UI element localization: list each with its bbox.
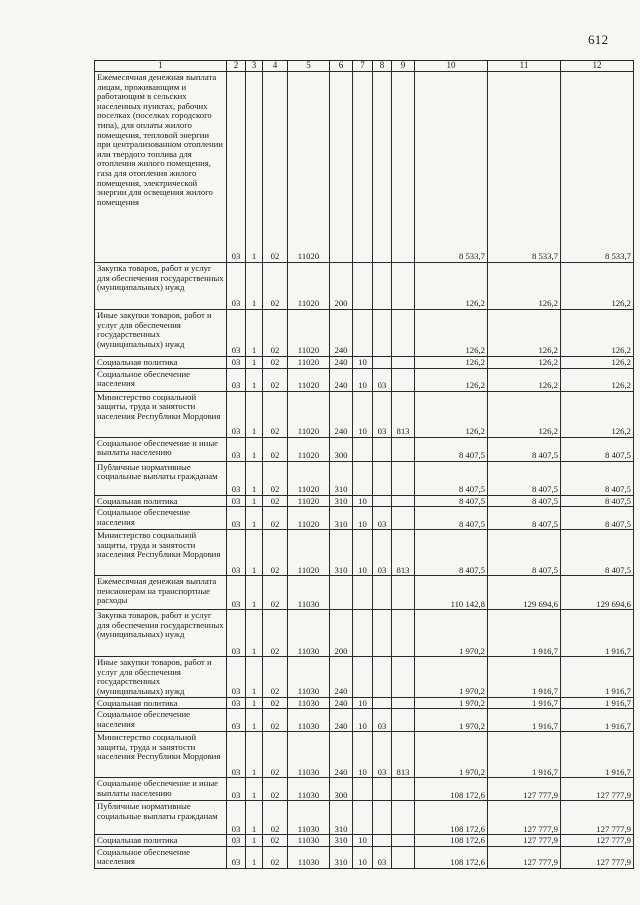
cell-code: 03 (227, 709, 246, 732)
cell-amount: 126,2 (415, 263, 488, 310)
cell-code: 300 (330, 437, 353, 461)
cell-amount: 1 970,2 (415, 610, 488, 657)
cell-code: 02 (263, 391, 288, 437)
cell-code: 1 (246, 576, 263, 610)
cell-code: 11030 (288, 576, 330, 610)
row-description: Министерство социальной защиты, труда и занятости населения Республики Мордовия (95, 732, 227, 778)
cell-code: 310 (330, 530, 353, 576)
cell-code: 11020 (288, 391, 330, 437)
cell-code: 11020 (288, 495, 330, 507)
cell-code: 1 (246, 495, 263, 507)
cell-code: 11020 (288, 461, 330, 495)
cell-code (330, 72, 353, 263)
cell-code: 1 (246, 657, 263, 697)
cell-code: 02 (263, 576, 288, 610)
column-header: 7 (353, 61, 373, 72)
cell-code: 03 (373, 530, 392, 576)
column-header: 6 (330, 61, 353, 72)
cell-code: 240 (330, 709, 353, 732)
cell-amount: 8 407,5 (488, 461, 561, 495)
cell-code: 02 (263, 263, 288, 310)
cell-code: 03 (227, 437, 246, 461)
cell-amount: 8 407,5 (561, 507, 634, 530)
cell-code (330, 576, 353, 610)
cell-amount: 1 916,7 (561, 657, 634, 697)
cell-code: 310 (330, 495, 353, 507)
cell-code: 03 (227, 732, 246, 778)
row-description: Социальное обеспечение населения (95, 709, 227, 732)
cell-amount: 126,2 (561, 263, 634, 310)
cell-code: 02 (263, 368, 288, 391)
cell-code: 240 (330, 368, 353, 391)
row-description: Министерство социальной защиты, труда и занятости населения Республики Мордовия (95, 391, 227, 437)
cell-amount: 1 916,7 (561, 697, 634, 709)
cell-code (353, 437, 373, 461)
cell-code (392, 368, 415, 391)
cell-code: 1 (246, 732, 263, 778)
cell-code (373, 263, 392, 310)
cell-code: 11020 (288, 368, 330, 391)
cell-code: 02 (263, 72, 288, 263)
row-description: Иные закупки товаров, работ и услуг для обеспечения государственных (муниципальных) нужд (95, 310, 227, 357)
cell-code: 03 (227, 530, 246, 576)
cell-code: 11030 (288, 709, 330, 732)
cell-amount: 127 777,9 (561, 778, 634, 801)
cell-code: 02 (263, 530, 288, 576)
cell-amount: 1 916,7 (561, 732, 634, 778)
cell-code (353, 657, 373, 697)
cell-code (353, 72, 373, 263)
cell-code: 11020 (288, 310, 330, 357)
cell-code: 03 (373, 507, 392, 530)
cell-code: 03 (227, 507, 246, 530)
cell-amount: 129 694,6 (488, 576, 561, 610)
cell-amount: 126,2 (488, 263, 561, 310)
cell-amount: 1 970,2 (415, 732, 488, 778)
cell-code: 11030 (288, 801, 330, 835)
cell-code: 10 (353, 391, 373, 437)
cell-code: 11020 (288, 507, 330, 530)
cell-amount: 108 172,6 (415, 846, 488, 868)
cell-code (392, 507, 415, 530)
column-header: 8 (373, 61, 392, 72)
cell-code (373, 310, 392, 357)
table-row (95, 835, 634, 847)
cell-code: 03 (227, 778, 246, 801)
column-header: 11 (488, 61, 561, 72)
cell-code: 11030 (288, 610, 330, 657)
cell-code: 240 (330, 357, 353, 369)
cell-code: 03 (227, 801, 246, 835)
row-description: Социальное обеспечение и иные выплаты населению (95, 437, 227, 461)
row-description: Социальное обеспечение населения (95, 846, 227, 868)
cell-code: 03 (227, 310, 246, 357)
cell-code: 11020 (288, 357, 330, 369)
cell-code (373, 778, 392, 801)
cell-code: 10 (353, 697, 373, 709)
cell-amount: 1 970,2 (415, 709, 488, 732)
cell-code (392, 576, 415, 610)
table-row (95, 778, 634, 801)
cell-code: 240 (330, 310, 353, 357)
row-description: Министерство социальной защиты, труда и занятости населения Республики Мордовия (95, 530, 227, 576)
cell-code: 03 (227, 697, 246, 709)
column-header: 2 (227, 61, 246, 72)
cell-amount: 126,2 (561, 310, 634, 357)
cell-amount: 127 777,9 (488, 846, 561, 868)
cell-code: 240 (330, 657, 353, 697)
cell-code: 10 (353, 732, 373, 778)
table-row (95, 437, 634, 461)
cell-code: 1 (246, 263, 263, 310)
cell-amount: 127 777,9 (561, 846, 634, 868)
cell-code: 02 (263, 778, 288, 801)
cell-amount: 1 916,7 (561, 610, 634, 657)
cell-amount: 8 407,5 (488, 437, 561, 461)
cell-code: 310 (330, 801, 353, 835)
cell-code: 10 (353, 495, 373, 507)
cell-code (353, 778, 373, 801)
cell-code (373, 461, 392, 495)
cell-amount: 127 777,9 (488, 778, 561, 801)
row-description: Социальная политика (95, 495, 227, 507)
cell-code (373, 657, 392, 697)
cell-amount: 8 533,7 (488, 72, 561, 263)
cell-code: 03 (227, 835, 246, 847)
cell-code: 03 (373, 368, 392, 391)
table-row (95, 846, 634, 868)
column-header: 3 (246, 61, 263, 72)
cell-amount: 127 777,9 (488, 801, 561, 835)
cell-code: 1 (246, 357, 263, 369)
cell-code: 03 (227, 495, 246, 507)
cell-code: 02 (263, 310, 288, 357)
cell-code (392, 657, 415, 697)
cell-code: 1 (246, 801, 263, 835)
cell-amount: 1 970,2 (415, 697, 488, 709)
cell-code: 02 (263, 507, 288, 530)
cell-code: 1 (246, 368, 263, 391)
table-row (95, 495, 634, 507)
cell-amount: 126,2 (488, 357, 561, 369)
table-body (95, 72, 634, 869)
cell-code: 11030 (288, 732, 330, 778)
table-row (95, 530, 634, 576)
cell-code: 1 (246, 530, 263, 576)
cell-amount: 1 916,7 (561, 709, 634, 732)
budget-table (94, 60, 634, 869)
cell-amount: 108 172,6 (415, 835, 488, 847)
cell-amount: 8 533,7 (415, 72, 488, 263)
cell-code: 11030 (288, 835, 330, 847)
cell-amount: 126,2 (488, 391, 561, 437)
cell-code (392, 72, 415, 263)
cell-code: 02 (263, 801, 288, 835)
cell-code: 10 (353, 357, 373, 369)
cell-code: 03 (227, 610, 246, 657)
cell-code (353, 310, 373, 357)
cell-code (392, 846, 415, 868)
cell-code (373, 495, 392, 507)
cell-code: 03 (227, 657, 246, 697)
cell-code: 03 (227, 461, 246, 495)
cell-amount: 8 407,5 (561, 530, 634, 576)
cell-code: 310 (330, 461, 353, 495)
cell-amount: 110 142,8 (415, 576, 488, 610)
cell-code: 310 (330, 835, 353, 847)
cell-code: 03 (373, 732, 392, 778)
cell-code: 240 (330, 732, 353, 778)
cell-amount: 126,2 (488, 310, 561, 357)
cell-code: 310 (330, 846, 353, 868)
cell-code: 10 (353, 530, 373, 576)
cell-code: 240 (330, 697, 353, 709)
cell-code (373, 437, 392, 461)
cell-code: 02 (263, 709, 288, 732)
cell-code: 813 (392, 732, 415, 778)
cell-code (373, 72, 392, 263)
cell-code (392, 709, 415, 732)
cell-code: 11020 (288, 263, 330, 310)
cell-code: 200 (330, 610, 353, 657)
table-row (95, 576, 634, 610)
cell-code: 02 (263, 610, 288, 657)
cell-code (392, 461, 415, 495)
cell-code: 813 (392, 530, 415, 576)
cell-code: 02 (263, 461, 288, 495)
cell-amount: 8 407,5 (561, 495, 634, 507)
cell-amount: 8 407,5 (561, 437, 634, 461)
cell-amount: 8 407,5 (415, 461, 488, 495)
table-row (95, 368, 634, 391)
cell-code (353, 461, 373, 495)
cell-amount: 8 407,5 (415, 495, 488, 507)
cell-amount: 1 916,7 (488, 697, 561, 709)
column-header: 1 (95, 61, 227, 72)
table-row (95, 610, 634, 657)
column-header: 12 (561, 61, 634, 72)
cell-code: 11030 (288, 697, 330, 709)
row-description: Социальное обеспечение населения (95, 507, 227, 530)
cell-amount: 126,2 (415, 357, 488, 369)
cell-code: 11020 (288, 530, 330, 576)
cell-code: 10 (353, 368, 373, 391)
column-header: 4 (263, 61, 288, 72)
row-description: Социальная политика (95, 357, 227, 369)
column-header: 9 (392, 61, 415, 72)
cell-code: 1 (246, 697, 263, 709)
cell-code: 02 (263, 697, 288, 709)
cell-code (373, 576, 392, 610)
cell-code (353, 576, 373, 610)
cell-code: 10 (353, 507, 373, 530)
cell-code: 02 (263, 846, 288, 868)
cell-code (373, 801, 392, 835)
cell-amount: 127 777,9 (561, 835, 634, 847)
cell-code: 03 (373, 709, 392, 732)
cell-amount: 1 916,7 (488, 657, 561, 697)
cell-code: 02 (263, 657, 288, 697)
cell-code: 03 (227, 846, 246, 868)
row-description: Публичные нормативные социальные выплаты гражданам (95, 801, 227, 835)
cell-code: 03 (227, 368, 246, 391)
cell-code: 1 (246, 709, 263, 732)
table-row (95, 263, 634, 310)
cell-code: 1 (246, 846, 263, 868)
cell-code: 1 (246, 391, 263, 437)
cell-code: 11020 (288, 437, 330, 461)
cell-code: 1 (246, 437, 263, 461)
row-description: Социальное обеспечение и иные выплаты населению (95, 778, 227, 801)
cell-amount: 8 533,7 (561, 72, 634, 263)
cell-amount: 108 172,6 (415, 778, 488, 801)
cell-amount: 8 407,5 (561, 461, 634, 495)
row-description: Социальное обеспечение населения (95, 368, 227, 391)
cell-code: 03 (373, 391, 392, 437)
cell-code: 813 (392, 391, 415, 437)
cell-amount: 8 407,5 (488, 530, 561, 576)
cell-code: 1 (246, 310, 263, 357)
cell-code (392, 801, 415, 835)
table-row (95, 507, 634, 530)
cell-amount: 8 407,5 (415, 530, 488, 576)
cell-code (353, 801, 373, 835)
cell-amount: 1 916,7 (488, 709, 561, 732)
row-description: Публичные нормативные социальные выплаты гражданам (95, 461, 227, 495)
cell-amount: 126,2 (561, 368, 634, 391)
cell-amount: 126,2 (561, 357, 634, 369)
table-row (95, 357, 634, 369)
cell-code: 03 (227, 357, 246, 369)
page-number: 612 (588, 32, 609, 47)
cell-code (353, 610, 373, 657)
cell-code: 310 (330, 507, 353, 530)
cell-code: 1 (246, 778, 263, 801)
cell-code: 11030 (288, 846, 330, 868)
cell-amount: 126,2 (415, 368, 488, 391)
cell-code: 10 (353, 835, 373, 847)
cell-code: 1 (246, 72, 263, 263)
table-row (95, 801, 634, 835)
table-row (95, 72, 634, 263)
column-header: 10 (415, 61, 488, 72)
cell-amount: 129 694,6 (561, 576, 634, 610)
cell-code: 1 (246, 507, 263, 530)
cell-code: 11020 (288, 72, 330, 263)
cell-amount: 126,2 (415, 310, 488, 357)
cell-code: 03 (227, 391, 246, 437)
cell-code: 03 (227, 576, 246, 610)
cell-code: 10 (353, 709, 373, 732)
table-row (95, 391, 634, 437)
cell-amount: 108 172,6 (415, 801, 488, 835)
cell-code: 02 (263, 437, 288, 461)
cell-amount: 8 407,5 (488, 495, 561, 507)
cell-amount: 127 777,9 (561, 801, 634, 835)
table-row (95, 461, 634, 495)
cell-code: 200 (330, 263, 353, 310)
cell-amount: 1 916,7 (488, 732, 561, 778)
cell-amount: 8 407,5 (488, 507, 561, 530)
cell-code (392, 437, 415, 461)
cell-code (373, 697, 392, 709)
table-row (95, 709, 634, 732)
cell-code (392, 835, 415, 847)
table-row (95, 310, 634, 357)
row-description: Социальная политика (95, 835, 227, 847)
cell-amount: 8 407,5 (415, 437, 488, 461)
cell-amount: 126,2 (488, 368, 561, 391)
table-row (95, 697, 634, 709)
table-header-row (95, 61, 634, 72)
row-description: Закупка товаров, работ и услуг для обеспечения государственных (муниципальных) нужд (95, 610, 227, 657)
cell-code: 02 (263, 732, 288, 778)
cell-code: 1 (246, 461, 263, 495)
cell-amount: 126,2 (415, 391, 488, 437)
cell-code (373, 835, 392, 847)
cell-code (392, 778, 415, 801)
row-description: Социальная политика (95, 697, 227, 709)
cell-code: 1 (246, 835, 263, 847)
cell-code (353, 263, 373, 310)
cell-code: 03 (227, 263, 246, 310)
row-description: Иные закупки товаров, работ и услуг для обеспечения государственных (муниципальных) нужд (95, 657, 227, 697)
row-description: Ежемесячная денежная выплата лицам, проживающим и работающим в сельских населенных пунктах, рабочих поселках (поселках городского типа), для оплаты жилого помещения, тепловой энергии при централизованном отоплении или твердого топлива для отопления жилого помещения, газа для отопления жилого помещения, электрической энергии для освещения жилого помещения (95, 72, 227, 263)
cell-code: 03 (227, 72, 246, 263)
cell-code (392, 357, 415, 369)
table-row (95, 732, 634, 778)
cell-code (392, 697, 415, 709)
cell-amount: 127 777,9 (488, 835, 561, 847)
cell-amount: 1 916,7 (488, 610, 561, 657)
cell-code (373, 610, 392, 657)
cell-code (392, 263, 415, 310)
cell-code: 02 (263, 495, 288, 507)
cell-code (392, 310, 415, 357)
cell-code: 11030 (288, 778, 330, 801)
column-header: 5 (288, 61, 330, 72)
cell-code (373, 357, 392, 369)
cell-amount: 8 407,5 (415, 507, 488, 530)
cell-code (392, 495, 415, 507)
cell-code: 300 (330, 778, 353, 801)
cell-code: 1 (246, 610, 263, 657)
row-description: Закупка товаров, работ и услуг для обеспечения государственных (муниципальных) нужд (95, 263, 227, 310)
cell-amount: 1 970,2 (415, 657, 488, 697)
cell-code: 02 (263, 357, 288, 369)
cell-code: 03 (373, 846, 392, 868)
row-description: Ежемесячная денежная выплата пенсионерам на транспортные расходы (95, 576, 227, 610)
table-row (95, 657, 634, 697)
cell-code: 11030 (288, 657, 330, 697)
cell-code: 10 (353, 846, 373, 868)
cell-code (392, 610, 415, 657)
cell-code: 240 (330, 391, 353, 437)
cell-amount: 126,2 (561, 391, 634, 437)
cell-code: 02 (263, 835, 288, 847)
